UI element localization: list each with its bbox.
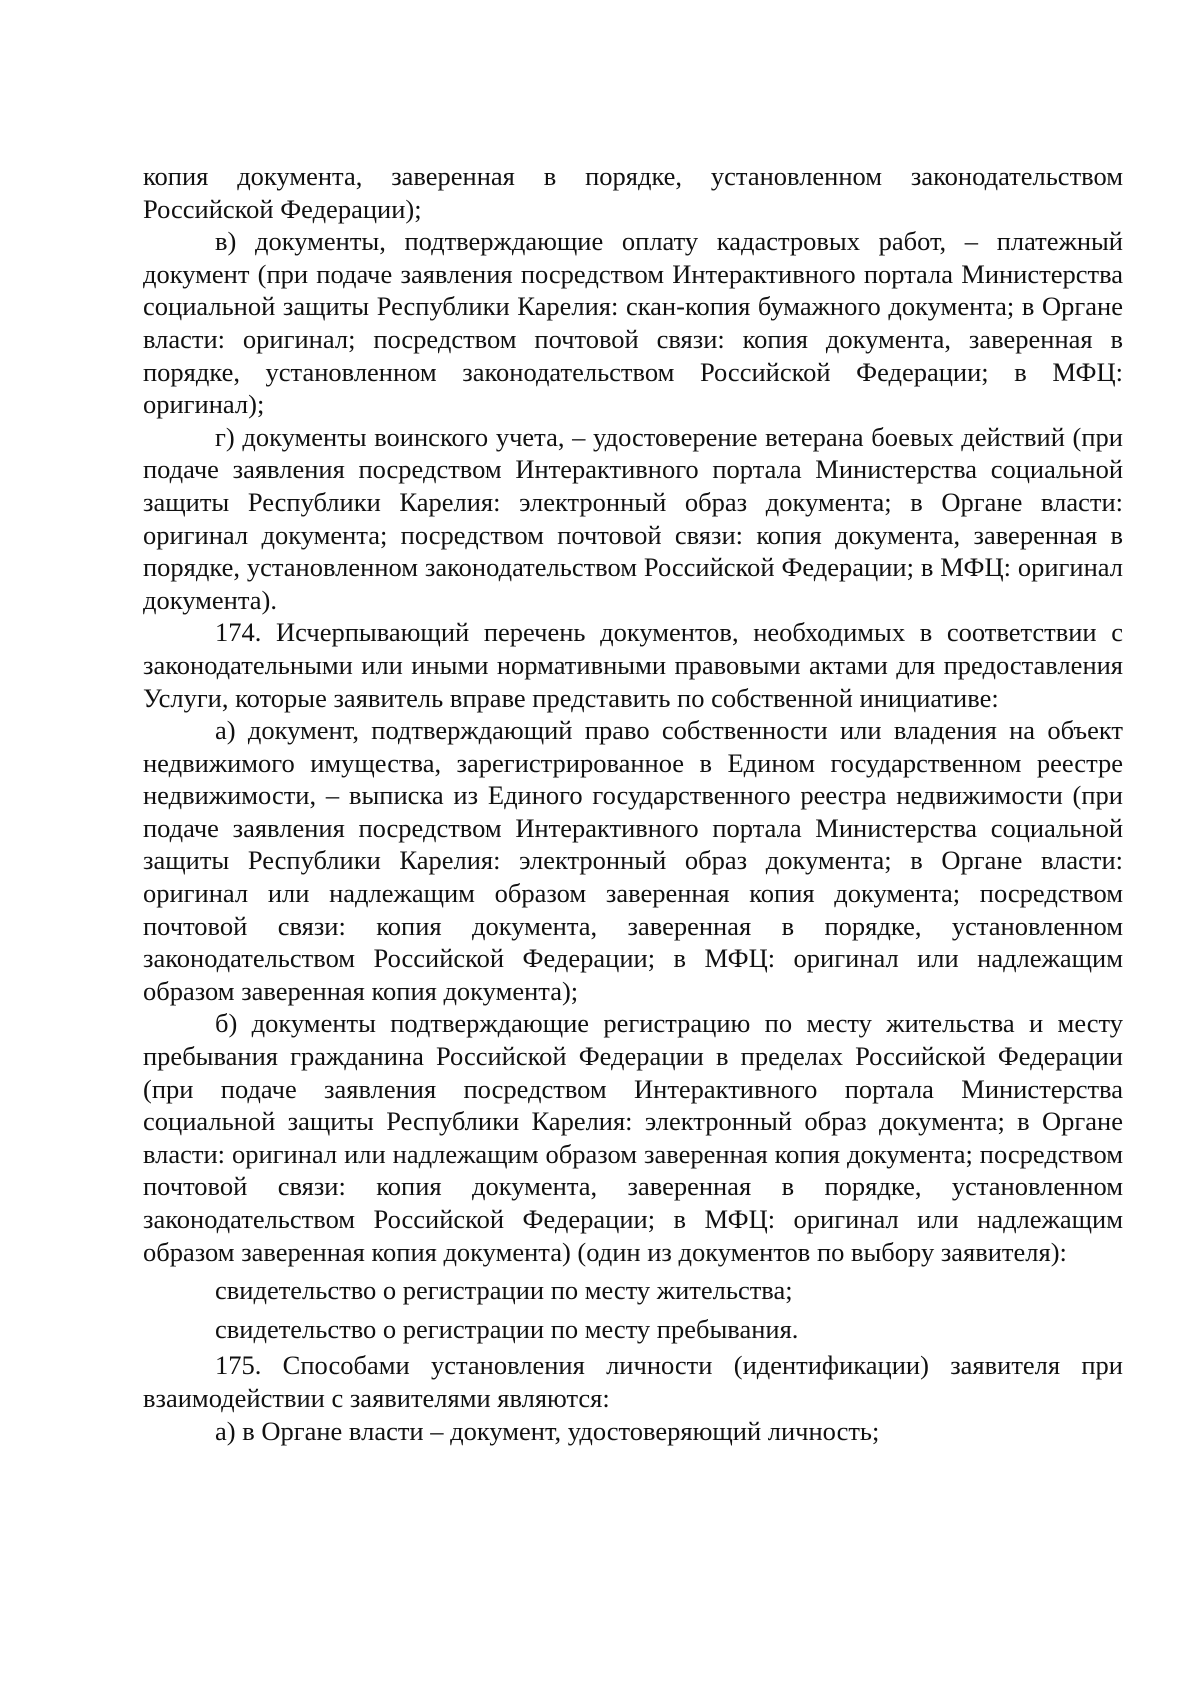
list-item-stay: свидетельство о регистрации по месту пребывания. bbox=[215, 1313, 799, 1344]
paragraph-174-heading: 174. Исчерпывающий перечень документов, необходимых в соответствии с законодательными или иными нормативными правовыми актами для предоставления Услуги, которые заявитель вправе представить по собственной инициативе: bbox=[143, 617, 1123, 713]
paragraph-item-g-military: г) документы воинского учета, – удостоверение ветерана боевых действий (при подаче заявления посредством Интерактивного портала Министерства социальной защиты Республики Карелия: электронный образ документа; в Органе власти: оригинал документа; посредством почтовой связи: копия документа, заверенная в порядке, установленном законодательством Российской Федерации; в МФЦ: оригинал документа). bbox=[143, 421, 1123, 615]
list-item-residence: свидетельство о регистрации по месту жительства; bbox=[215, 1275, 793, 1306]
paragraph-copy-continuation: копия документа, заверенная в порядке, установленном законодательством Российской Федерации); bbox=[143, 161, 1123, 224]
document-page bbox=[143, 160, 1123, 1447]
paragraph-item-v-payment: в) документы, подтверждающие оплату кадастровых работ, – платежный документ (при подаче заявления посредством Интерактивного портала Министерства социальной защиты Республики Карелия: скан-копия бумажного документа; в Органе власти: оригинал; посредством почтовой связи: копия документа, заверенная в порядке, установленном законодательством Российской Федерации; в МФЦ: оригинал); bbox=[143, 226, 1123, 420]
paragraph-item-a-property: а) документ, подтверждающий право собственности или владения на объект недвижимого имущества, зарегистрированное в Едином государственном реестре недвижимости, – выписка из Единого государственного реестра недвижимости (при подаче заявления посредством Интерактивного портала Министерства социальной защиты Республики Карелия: электронный образ документа; в Органе власти: оригинал или надлежащим образом заверенная копия документа; посредством почтовой связи: копия документа, заверенная в порядке, установленном законодательством Российской Федерации; в МФЦ: оригинал или надлежащим образом заверенная копия документа); bbox=[143, 715, 1123, 1006]
paragraph-175-heading: 175. Способами установления личности (идентификации) заявителя при взаимодействии с заявителями являются: bbox=[143, 1350, 1123, 1413]
paragraph-175-item-a: а) в Органе власти – документ, удостоверяющий личность; bbox=[215, 1415, 880, 1446]
paragraph-item-b-registration: б) документы подтверждающие регистрацию по месту жительства и месту пребывания гражданина Российской Федерации в пределах Российской Федерации (при подаче заявления посредством Интерактивного портала Министерства социальной защиты Республики Карелия: электронный образ документа; в Органе власти: оригинал или надлежащим образом заверенная копия документа; посредством почтовой связи: копия документа, заверенная в порядке, установленном законодательством Российской Федерации; в МФЦ: оригинал или надлежащим образом заверенная копия документа) (один из документов по выбору заявителя): bbox=[143, 1008, 1123, 1267]
